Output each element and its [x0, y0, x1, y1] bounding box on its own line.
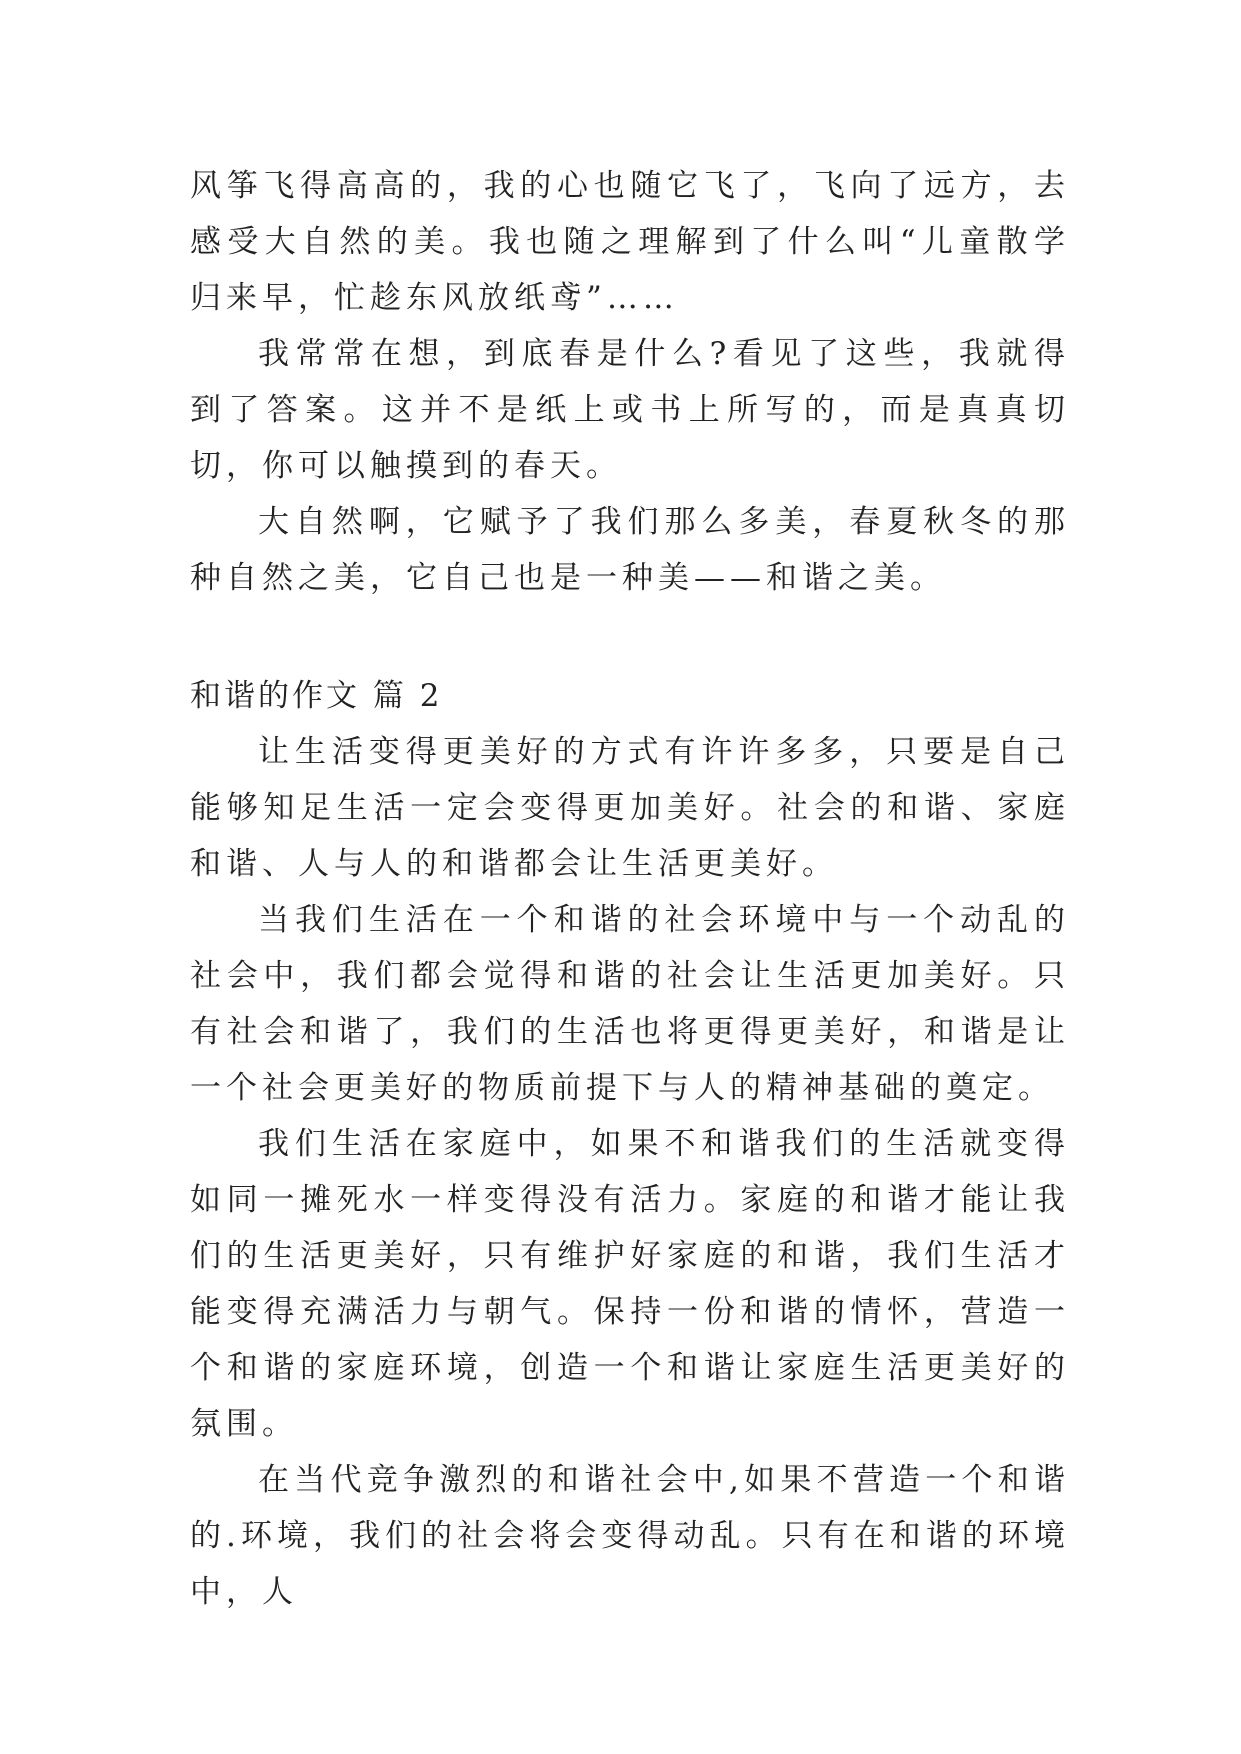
document-body	[190, 158, 1070, 1620]
paragraph-nature-beauty: 大自然啊，它赋予了我们那么多美，春夏秋冬的那种自然之美，它自己也是一种美——和谐之美。	[190, 504, 1070, 596]
paragraph-what-is-spring: 我常常在想，到底春是什么?看见了这些，我就得到了答案。这并不是纸上或书上所写的，而是真真切切，你可以触摸到的春天。	[190, 336, 1070, 484]
paragraph-family-harmony: 我们生活在家庭中，如果不和谐我们的生活就变得如同一摊死水一样变得没有活力。家庭的和谐才能让我们的生活更美好，只有维护好家庭的和谐，我们生活才能变得充满活力与朝气。保持一份和谐的情怀，营造一个和谐的家庭环境，创造一个和谐让家庭生活更美好的氛围。	[190, 1126, 1070, 1442]
section-heading: 和谐的作文 篇 2	[190, 678, 443, 714]
paragraph-competitive-society: 在当代竞争激烈的和谐社会中,如果不营造一个和谐的.环境，我们的社会将会变得动乱。只有在和谐的环境中，人	[190, 1462, 1070, 1610]
paragraph-harmonious-society: 当我们生活在一个和谐的社会环境中与一个动乱的社会中，我们都会觉得和谐的社会让生活更加美好。只有社会和谐了，我们的生活也将更得更美好，和谐是让一个社会更美好的物质前提下与人的精神基础的奠定。	[190, 902, 1070, 1106]
paragraph-better-life: 让生活变得更美好的方式有许许多多，只要是自己能够知足生活一定会变得更加美好。社会的和谐、家庭和谐、人与人的和谐都会让生活更美好。	[190, 734, 1070, 882]
paragraph-kite: 风筝飞得高高的，我的心也随它飞了，飞向了远方，去感受大自然的美。我也随之理解到了什么叫“儿童散学归来早，忙趁东风放纸鸢”……	[190, 168, 1070, 316]
